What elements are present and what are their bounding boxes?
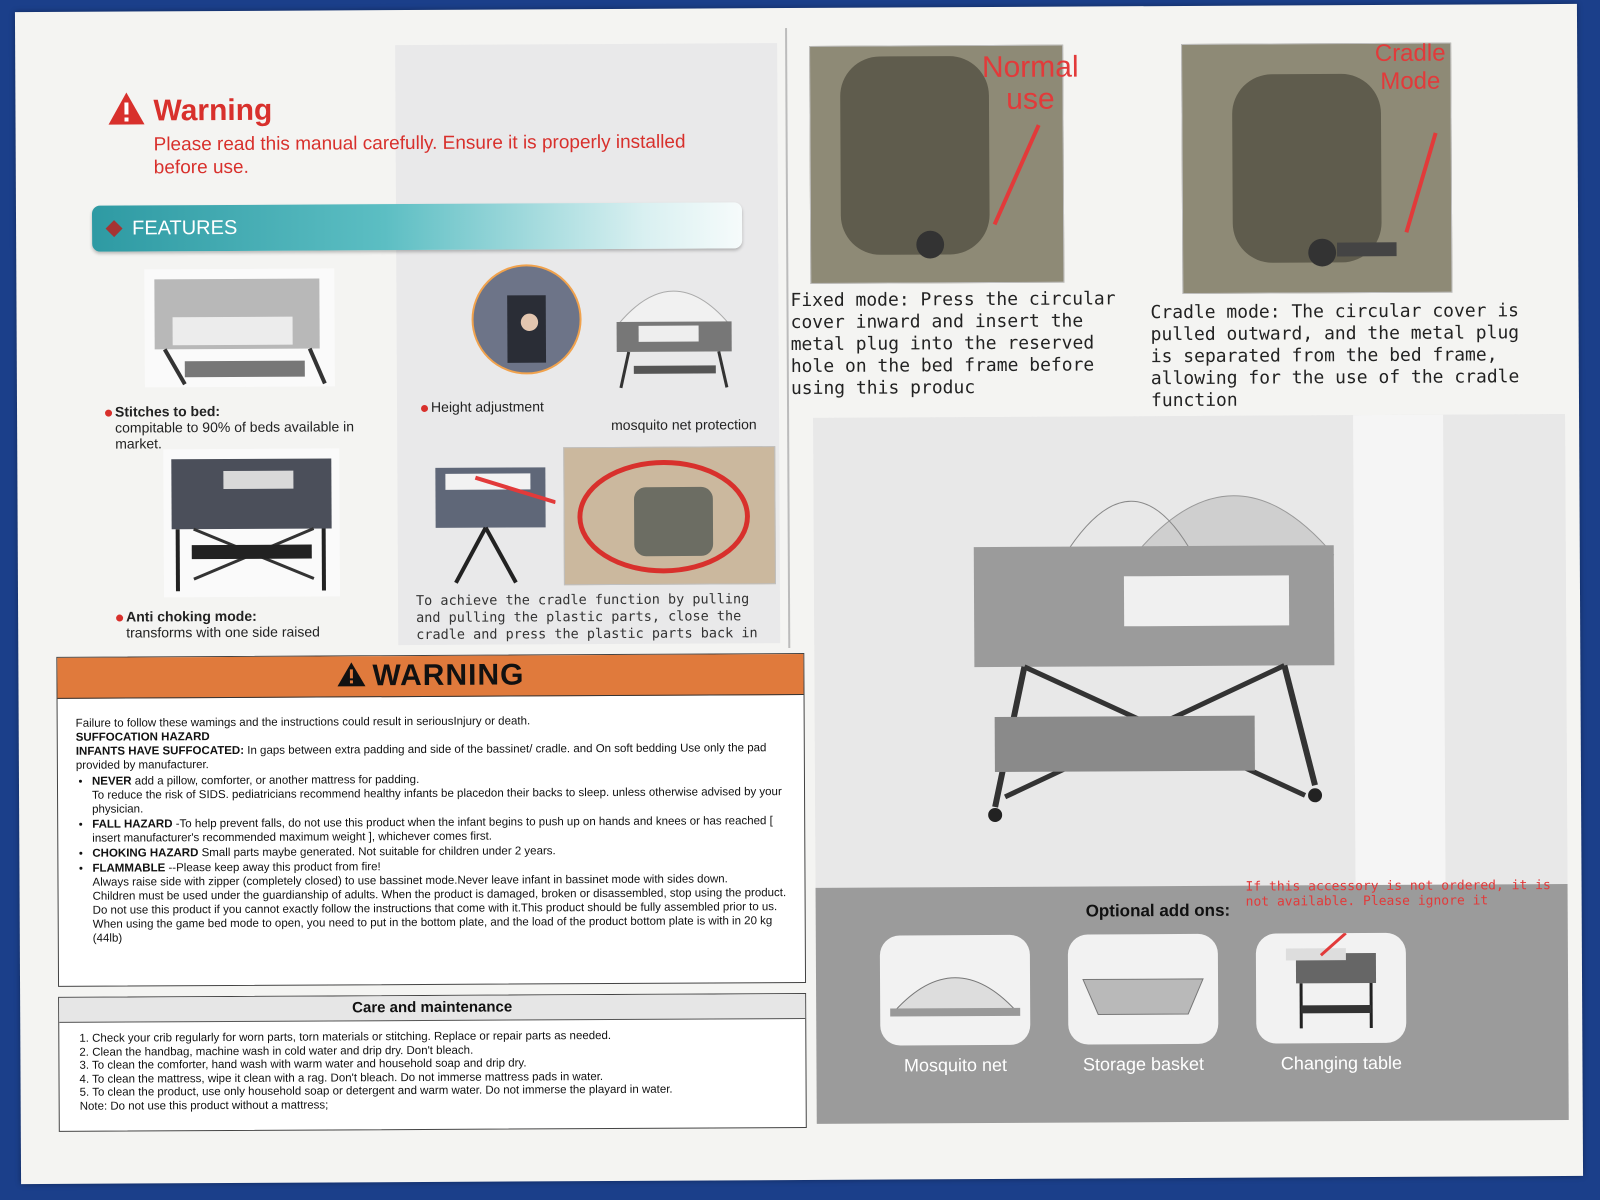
stitches-desc: compitable to 90% of beds available in market. (115, 418, 355, 452)
warning-triangle-icon (107, 91, 145, 130)
anti-choke-desc: transforms with one side raised (126, 623, 320, 641)
height-label: Height adjustment (430, 398, 544, 415)
bullet-dot-icon (105, 409, 112, 416)
cradle-knob-closeup-photo (563, 446, 776, 585)
column-divider (785, 28, 790, 648)
care-item: 2. Clean the handbag, machine wash in cold water and drip dry. Don't bleach. (79, 1044, 474, 1059)
anti-choke-crib-photo (163, 448, 340, 597)
care-item: 5. To clean the product, use only household soap or detergent and warm water. Do not immerse the playard in water. (79, 1083, 673, 1099)
feature-anti-choke (116, 607, 396, 640)
infants-label: INFANTS HAVE SUFFOCATED: (75, 744, 245, 758)
care-item: 3. To clean the comforter, hand wash with warm water and household soap and drip dry. (79, 1057, 527, 1072)
care-item: 1. Check your crib regularly for worn parts, torn materials or stitching. Replace or repair parts as needed. (79, 1029, 612, 1045)
care-item: Note: Do not use this product without a mattress; (79, 1098, 329, 1113)
warning-text: Please read this manual carefully. Ensure it is properly installed before use. (153, 131, 686, 179)
feature-mosquito: mosquito net protection (611, 416, 757, 433)
addon-label-changing-table: Changing table (1280, 1052, 1403, 1074)
cradle-mode-caption: Cradle mode: The circular cover is pulled outward, and the metal plug is separated from the bed frame, allowing for the use of the cradle function (1150, 300, 1520, 412)
warning-box-header (57, 654, 803, 699)
height-adjust-photo (471, 264, 582, 375)
game-bed-text: When using the game bed mode to open, you need to put in the bottom plate, and the load of the product bottom plate is with in 20 kg (44lb) (92, 915, 773, 945)
cradle-mode-tag: Cradle Mode (1374, 39, 1446, 95)
feature-height (421, 398, 544, 415)
addons-note: If this accessory is not ordered, it is not available. Please ignore it (1245, 878, 1551, 910)
bassinet-main-photo (813, 414, 1567, 888)
addons-title: Optional add ons: (1085, 900, 1231, 921)
suffocation-heading: SUFFOCATION HAZARD (75, 731, 210, 744)
addon-card-mosquito-net (880, 935, 1031, 1046)
warning-box (56, 653, 806, 987)
care-list (59, 1019, 806, 1124)
infants-text: In gaps between extra padding and side of the bassinet/ cradle. and On soft bedding Use only the pad provided by manufacturer. (75, 742, 767, 772)
feature-stitches (105, 402, 385, 451)
optional-addons-panel (816, 878, 1569, 1124)
do-not-text: Do not use this product if you cannot exactly follow the instructions that come with it.This product should be fully assembled prior to us. (92, 901, 778, 917)
warning-list-item: • CHOKING HAZARD Small parts maybe generated. Not suitable for children under 2 years. (92, 843, 786, 861)
care-title: Care and maintenance (59, 994, 805, 1023)
anti-choke-title: Anti choking mode: (126, 607, 257, 625)
care-item: 4. To clean the mattress, wipe it clean with a rag. Don't bleach. Do not immerse mattress pads in water. (79, 1070, 604, 1086)
features-banner (92, 202, 742, 251)
addon-label-storage-basket: Storage basket (1082, 1053, 1205, 1075)
features-title: FEATURES (132, 216, 238, 239)
cradle-pull-photo (415, 447, 556, 588)
stitches-title: Stitches to bed: (114, 403, 221, 420)
warning-triangle-icon (336, 661, 366, 692)
instruction-sheet (15, 4, 1583, 1184)
warning-box-body (58, 695, 805, 946)
addon-card-storage-basket (1068, 934, 1219, 1045)
addon-label-mosquito-net: Mosquito net (903, 1054, 1008, 1076)
children-text: Children must be used under the guardianship of adults. When the product is damaged, broken or disassembled, stop using the product. (92, 887, 787, 903)
warning-list-item: • FLAMMABLE --Please keep away this product from fire! Always raise side with zipper (completely closed) to use bassinet mode.Never leave infant in bassinet mode with sides down. Children must be used under the guardianship of adults. When the product is damaged, broken or disassembled, stop using the product. Do not use this product if you cannot exactly follow the instructions that come with it.This product should be fully assembled prior to us. When using the game bed mode to open, you need to put in the bottom plate, and the load of the product bottom plate is with in 20 kg (44lb) (92, 858, 786, 946)
warning-title: Warning (153, 93, 273, 127)
fixed-mode-caption: Fixed mode: Press the circular cover inward and insert the metal plug into the reserved hole on the bed frame before using this produc (790, 288, 1116, 400)
care-box (58, 993, 807, 1132)
warning-box-title: WARNING (372, 658, 525, 693)
addon-card-changing-table (1256, 933, 1407, 1044)
mosquito-net-crib-photo (608, 263, 739, 394)
warning-intro: Failure to follow these wamings and the instructions could result in seriousInjury or death. (75, 715, 531, 730)
raise-text: Always raise side with zipper (completely closed) to use bassinet mode.Never leave infant in bassinet mode with sides down. (92, 873, 728, 889)
bedside-crib-photo (144, 268, 335, 387)
sids-text: To reduce the risk of SIDS. pediatricians recommend healthy infants be placedon their backs to sleep. unless otherwise advised by your physician. (92, 786, 782, 816)
diamond-icon (106, 220, 123, 237)
bullet-dot-icon (421, 405, 428, 412)
cradle-pull-caption: To achieve the cradle function by pulling and pulling the plastic parts, close the cradle and press the plastic parts back in (415, 591, 758, 644)
warning-list-item: • NEVER add a pillow, comforter, or another mattress for padding. To reduce the risk of SIDS. pediatricians recommend healthy infants be placedon their backs to sleep. unless otherwise advised by your physician. (92, 771, 786, 817)
normal-use-tag: Normal use (981, 50, 1079, 116)
warning-list-item: • FALL HAZARD -To help prevent falls, do not use this product when the infant begins to push up on hands and knees or has reached [ insert manufacturer's recommended maximum weight ], whichever comes first. (92, 814, 786, 846)
warning-header (107, 91, 272, 131)
bullet-dot-icon (116, 614, 123, 621)
